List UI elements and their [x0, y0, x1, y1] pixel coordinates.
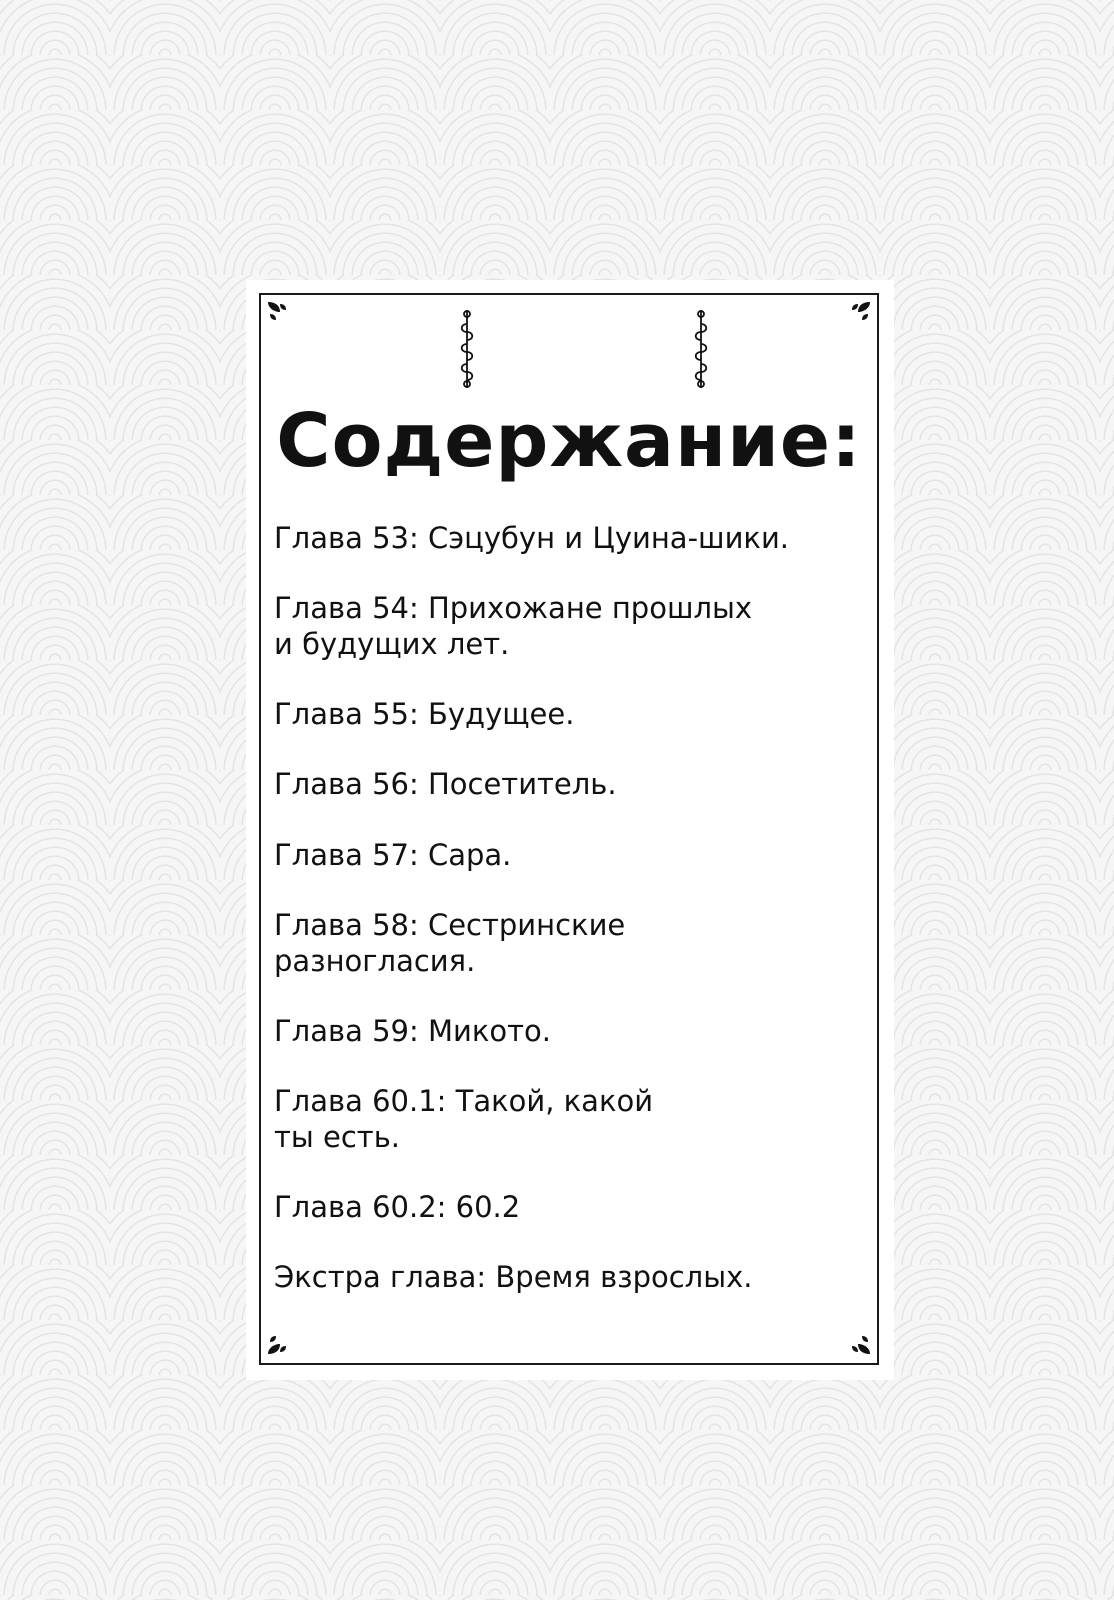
toc-entry-line: Глава 57: Сара. — [274, 838, 512, 872]
leaf-corner-icon — [850, 300, 872, 322]
toc-entry — [274, 520, 864, 556]
toc-entry — [274, 1189, 864, 1225]
toc-entry-line: Глава 60.1: Такой, какой — [274, 1084, 654, 1118]
toc-entry — [274, 1013, 864, 1049]
leaf-corner-icon — [850, 1334, 872, 1356]
page-title: Содержание: — [276, 398, 862, 484]
toc-entry — [274, 696, 864, 732]
toc-entry-line: и будущих лет. — [274, 627, 510, 661]
toc-entry-line: Глава 55: Будущее. — [274, 697, 575, 731]
toc-entry — [274, 1083, 864, 1155]
toc-entry — [274, 590, 864, 662]
leaf-corner-icon — [266, 300, 288, 322]
toc-entry-line: Глава 60.2: 60.2 — [274, 1190, 521, 1224]
toc-entry-line: Глава 56: Посетитель. — [274, 767, 617, 801]
toc-entry-line: Экстра глава: Время взрослых. — [274, 1260, 753, 1294]
toc-entry-line: ты есть. — [274, 1120, 400, 1154]
toc-entry — [274, 1259, 864, 1295]
table-of-contents — [274, 520, 864, 1295]
vine-ornament-icon — [690, 308, 712, 390]
toc-entry-line: Глава 54: Прихожане прошлых — [274, 591, 753, 625]
toc-entry-line: Глава 59: Микото. — [274, 1014, 551, 1048]
toc-entry — [274, 766, 864, 802]
toc-entry — [274, 837, 864, 873]
toc-entry-line: Глава 53: Сэцубун и Цуина-шики. — [274, 521, 790, 555]
toc-entry — [274, 907, 864, 979]
toc-entry-line: Глава 58: Сестринские — [274, 908, 626, 942]
leaf-corner-icon — [266, 1334, 288, 1356]
toc-entry-line: разногласия. — [274, 944, 476, 978]
vine-ornament-icon — [456, 308, 478, 390]
